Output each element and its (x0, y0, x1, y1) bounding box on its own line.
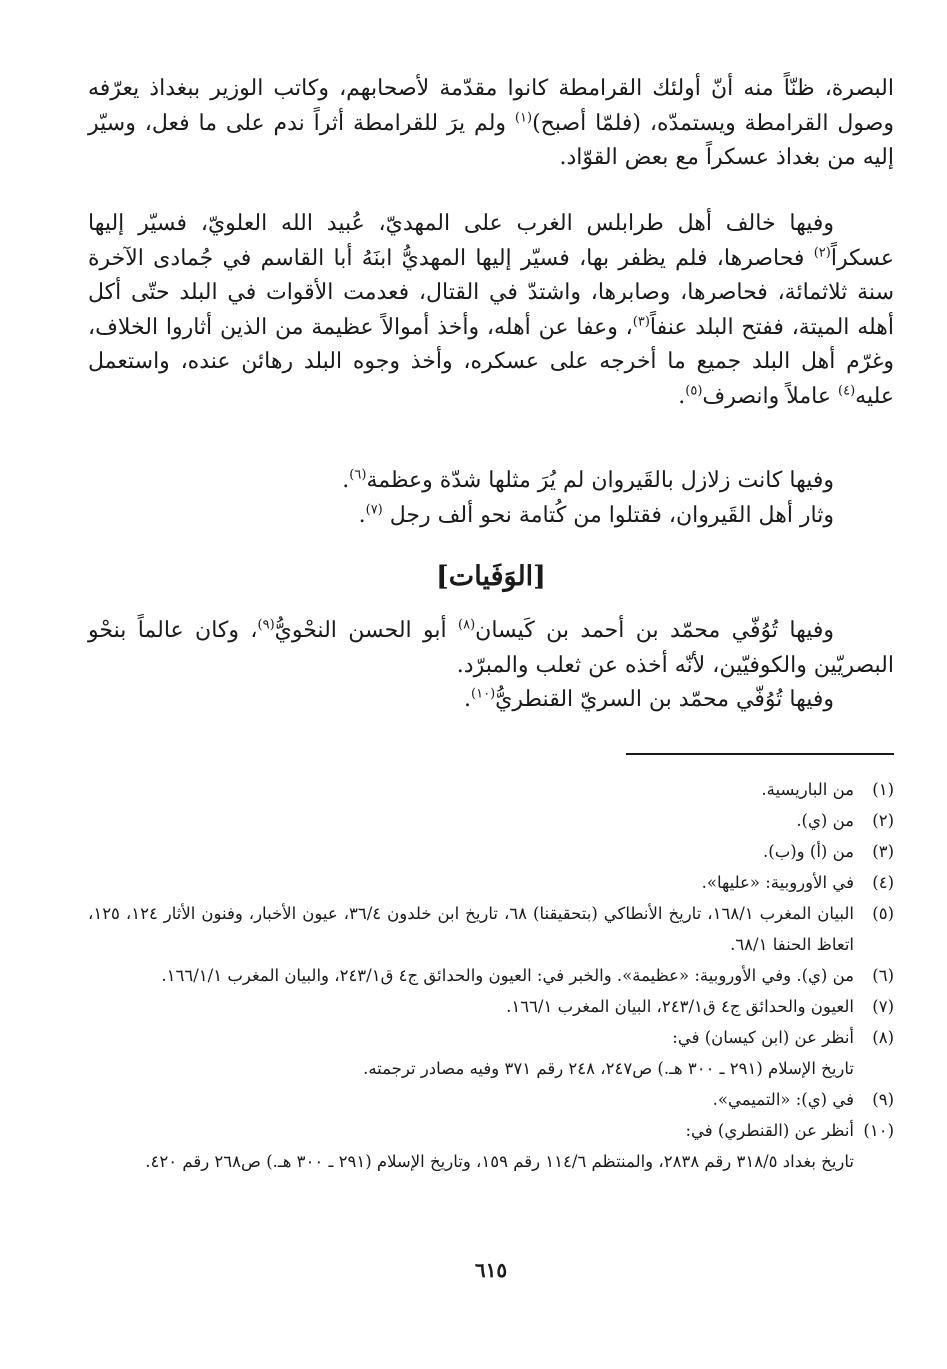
footnote-ref[interactable]: (٧) (365, 502, 383, 518)
text-run: . (464, 687, 472, 712)
text-run: . (342, 468, 350, 493)
footnote-number: (٤) (872, 873, 894, 892)
footnote-ref[interactable]: (٦) (349, 467, 367, 483)
text-run: أكل أهله الميتة، ففتح البلد عنفاً (88, 280, 894, 340)
document-page (88, 62, 894, 1322)
footnote-number: (١٠) (863, 1121, 894, 1140)
footnote-text: من (ي). (796, 811, 854, 830)
footnote (88, 836, 894, 867)
footnote-text: تاريخ بغداد ٣١٨/٥ رقم ٢٨٣٨، والمنتظم ١١٤/٦ رقم ١٥٩، وتاريخ الإسلام (٢٩١ ـ ٣٠٠ هـ.) ص٢٦٨ رقم ٤٢٠. (145, 1152, 854, 1171)
text-run: عسكراً (830, 245, 894, 271)
text-run: . (358, 502, 366, 528)
footnote (88, 1022, 894, 1053)
footnote-text: من (أ) و(ب). (763, 842, 854, 861)
paragraph-qayrawan (88, 464, 894, 533)
section-heading: [الوَفَيات] (436, 561, 546, 592)
text-run: . (678, 383, 686, 409)
footnote-ref[interactable]: (٣) (632, 314, 650, 330)
footnote-ref[interactable]: (٥) (685, 383, 703, 399)
footnote-text: في الأوروبية: «عليها». (701, 873, 854, 892)
footnote (88, 898, 894, 960)
footnote (88, 867, 894, 898)
text-run: أبو الحسن النحْويُّ (274, 618, 447, 643)
footnote-number: (٨) (872, 1028, 894, 1047)
footnote-number: (١) (872, 780, 894, 799)
footnote-ref[interactable]: (٢) (813, 245, 831, 261)
footnote-divider (626, 753, 894, 755)
footnote-ref[interactable]: (٨) (458, 617, 476, 633)
footnote-number (854, 1053, 894, 1084)
footnote-ref[interactable]: (١٠) (471, 686, 496, 702)
paragraph-tripoli (88, 207, 894, 414)
footnote (88, 991, 894, 1022)
footnote-number: (٣) (872, 842, 894, 861)
footnote-number: (٦) (872, 966, 894, 985)
text-run: إليه من بغداذ عسكراً مع بعض القوّاد. (559, 145, 894, 170)
footnote-text: تاريخ الإسلام (٢٩١ ـ ٣٠٠ هـ.) ص٢٤٧، ٢٤٨ رقم ٣٧١ وفيه مصادر ترجمته. (363, 1059, 854, 1078)
text-line (88, 683, 894, 718)
text-line (88, 614, 894, 649)
footnote (88, 774, 894, 805)
text-run: وفيها كانت زلازل بالقَيروان لم يُرَ مثلها شدّة وعظمة (366, 468, 834, 493)
text-line (88, 464, 894, 499)
footnotes (88, 774, 894, 1177)
footnote-ref[interactable]: (١) (514, 110, 533, 126)
text-line (88, 649, 894, 684)
text-run: فحاصرها، فلم يظفر بها، فسيّر إليها المهديُّ ابنَهُ أبا القاسم في جُمادى الآخرة (88, 245, 805, 271)
text-line (88, 499, 894, 534)
footnote-number: (٧) (872, 997, 894, 1016)
footnote (88, 960, 894, 991)
footnote-ref[interactable]: (٩) (257, 617, 275, 633)
footnote-text: البيان المغرب ١٦٨/١، تاريخ الأنطاكي (بتحقيقنا) ٦٨، تاريخ ابن خلدون ٣٦/٤، عيون الأخبار، وفنون الأثار ١٢٤، ١٢٥، اتعاظ الحنفا ٦٨/١. (88, 904, 855, 954)
text-run: سنة ثلاثمائة، فحاصرها، وصابرها، واشتدّ في القتال، فعدمت الأقوات في البلد حتّى (131, 280, 895, 305)
paragraph-basra (88, 72, 894, 176)
text-run: ، وكان عالماً بنحْو (88, 618, 258, 643)
text-run: وثار أهل القَيروان، فقتلوا من كُتامة نحو ألف رجل (389, 502, 834, 528)
footnote (88, 1146, 894, 1177)
footnote-text: أنظر عن (القنطري) في: (685, 1121, 854, 1140)
text-run: الخلاف، وغرّم أهل البلد جميع ما أخرجه على عسكره، وأخذ وجوه البلد رهائن عنده، (88, 314, 894, 374)
text-run: البصرة، ظنّاً منه أنّ أولئك القرامطة كانوا مقدّمة لأصحابهم، وكاتب الوزير ببغداذ يعرّفه (88, 76, 894, 101)
footnote-number: (٢) (872, 811, 894, 830)
text-run: وفيها خالف أهل طرابلس الغرب على المهديّ، عُبيد الله العلويّ، فسيّر إليها (88, 211, 834, 236)
footnote (88, 1053, 894, 1084)
footnote-text: من الباريسية. (761, 780, 854, 799)
footnote-number: (٩) (872, 1090, 894, 1109)
footnote (88, 1115, 894, 1146)
footnote-text: من (ي). وفي الأوروبية: «عظيمة». والخبر في: العيون والحدائق ج٤ ق٢٤٣/١، والبيان المغرب ١٦٦/١/١. (161, 966, 854, 985)
text-run: البصريّين والكوفيّين، لأنّه أخذه عن ثعلب والمبرّد. (456, 652, 894, 678)
page-number: ٦١٥ (474, 1258, 508, 1282)
footnote (88, 805, 894, 836)
text-run: ولم يرَ للقرامطة أثراً ندم على ما فعل، وسيّر (88, 110, 507, 136)
paragraph-deaths (88, 614, 894, 718)
footnote-text: أنظر عن (ابن كيسان) في: (672, 1028, 854, 1047)
footnote-ref[interactable]: (٤) (838, 383, 856, 399)
text-run: ، وعفا عن أهله، وأخذ أموالاً عظيمة من الذين أثاروا (165, 314, 633, 340)
footnote-number: (٥) (872, 904, 894, 923)
text-run: وفيها تُوُفّي محمّد بن السريّ القنطريُّ (495, 687, 834, 712)
text-run: واستعمل عليه (88, 349, 894, 409)
text-run: وصول القرامطة ويستمدّه، (فلمّا أصبح) (532, 110, 894, 136)
footnote-text: في (ي): «التميمي». (712, 1090, 854, 1109)
footnote-text: العيون والحدائق ج٤ ق٢٤٣/١، البيان المغرب ١٦٦/١. (506, 997, 854, 1016)
footnote-number (854, 1146, 894, 1177)
footnote (88, 1084, 894, 1115)
text-run: عاملاً وانصرف (702, 383, 832, 409)
text-run: وفيها تُوُفّي محمّد بن أحمد بن كَيسان (475, 618, 834, 643)
